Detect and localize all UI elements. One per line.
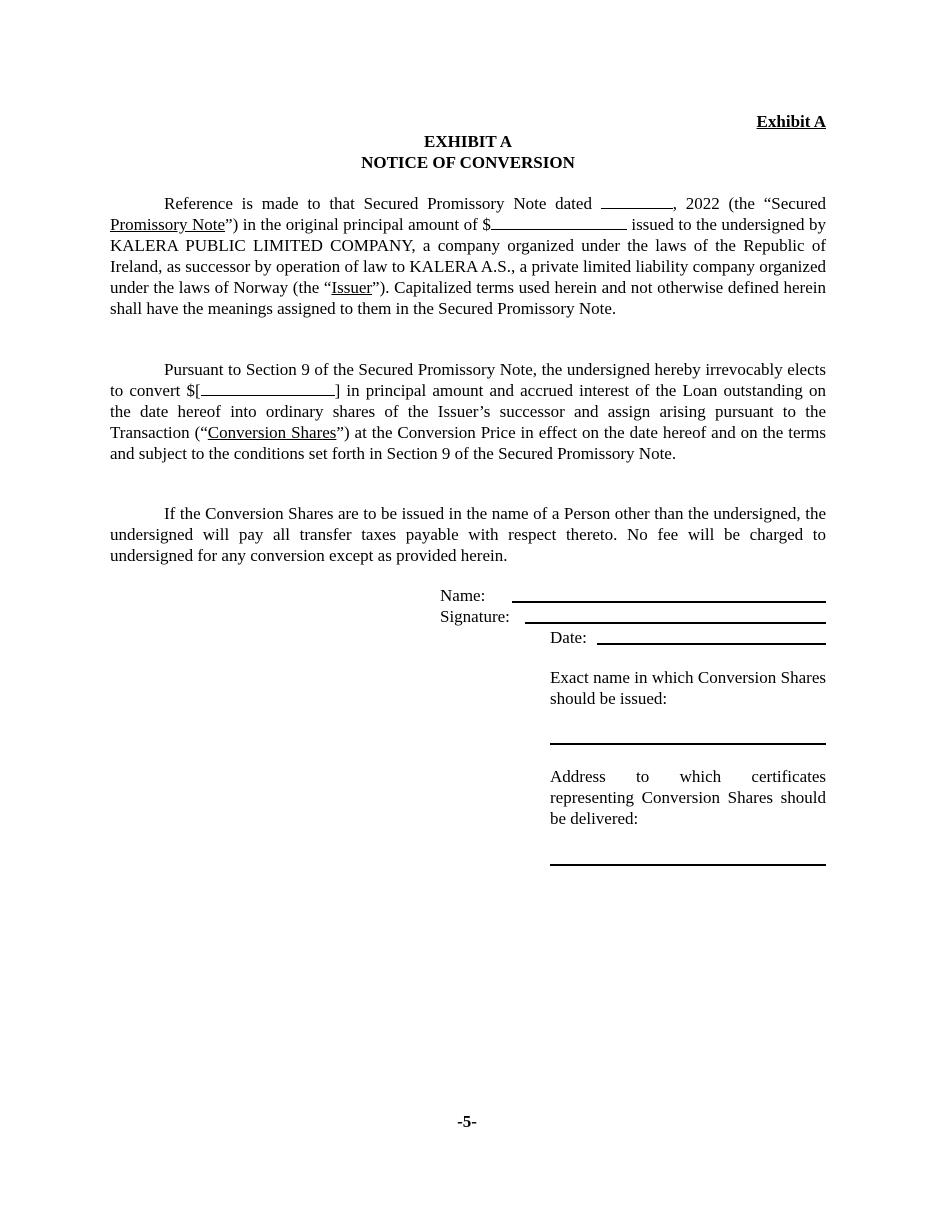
defined-term-promissory-note: Promissory Note [110, 215, 226, 234]
exact-name-label: Exact name in which Conversion Shares should be issued: [550, 668, 826, 708]
paragraph-conversion [110, 359, 826, 464]
conversion-amount-blank [201, 380, 335, 396]
date-line[interactable] [597, 643, 826, 645]
principal-amount-blank [491, 214, 627, 230]
defined-term-conversion-shares: Conversion Shares [207, 423, 337, 442]
date-label: Date: [550, 628, 587, 647]
note-date-blank [601, 193, 673, 209]
signature-line[interactable] [525, 622, 826, 624]
paragraph-text: Reference is made to that Secured Promissory Note dated [164, 194, 601, 213]
address-label: Address to which certificates representing Conversion Shares should be delivered: [550, 767, 826, 828]
page-number: -5- [457, 1112, 477, 1131]
exact-name-line[interactable] [550, 743, 826, 745]
paragraph-text: ”). Capitalized terms used herein and not otherwise defined herein shall have the meanings assigned to them in the Secured Promissory Note. [110, 278, 826, 318]
title-line-2: NOTICE OF CONVERSION [361, 153, 575, 172]
name-label: Name: [440, 586, 486, 605]
name-line[interactable] [512, 601, 826, 603]
exhibit-tag: Exhibit A [756, 112, 826, 131]
title-line-1: EXHIBIT A [423, 132, 513, 151]
paragraph-text: issued to the undersigned by KALERA PUBLIC LIMITED COMPANY, a company organized under the laws of the Republic of Ireland, as successor by operation of law to KALERA A.S., a private limited liability company organized under the laws of Norway (the “ [110, 215, 827, 297]
paragraph-text: ] in principal amount and accrued interest of the Loan outstanding on the date hereof into ordinary shares of the Issuer’s successor and assign arising pursuant to the Transaction (“ [110, 381, 826, 442]
address-line[interactable] [550, 864, 826, 866]
paragraph-text: ”) at the Conversion Price in effect on the date hereof and on the terms and subject to the conditions set forth in Section 9 of the Secured Promissory Note. [110, 423, 826, 463]
defined-term-issuer: Issuer [331, 278, 373, 297]
paragraph-transfer-taxes: If the Conversion Shares are to be issued in the name of a Person other than the undersigned, the undersigned will pay all transfer taxes payable with respect thereto. No fee will be charged to undersigned for any conversion except as provided herein. [110, 504, 826, 565]
page-title [110, 131, 826, 173]
paragraph-text: , 2022 (the “Secured [672, 194, 826, 213]
paragraph-text: Pursuant to Section 9 of the Secured Promissory Note, the undersigned hereby irrevocably elects to convert $[ [110, 360, 826, 400]
paragraph-reference [110, 193, 826, 319]
signature-label: Signature: [440, 607, 510, 626]
paragraph-text: ”) in the original principal amount of $ [225, 215, 491, 234]
